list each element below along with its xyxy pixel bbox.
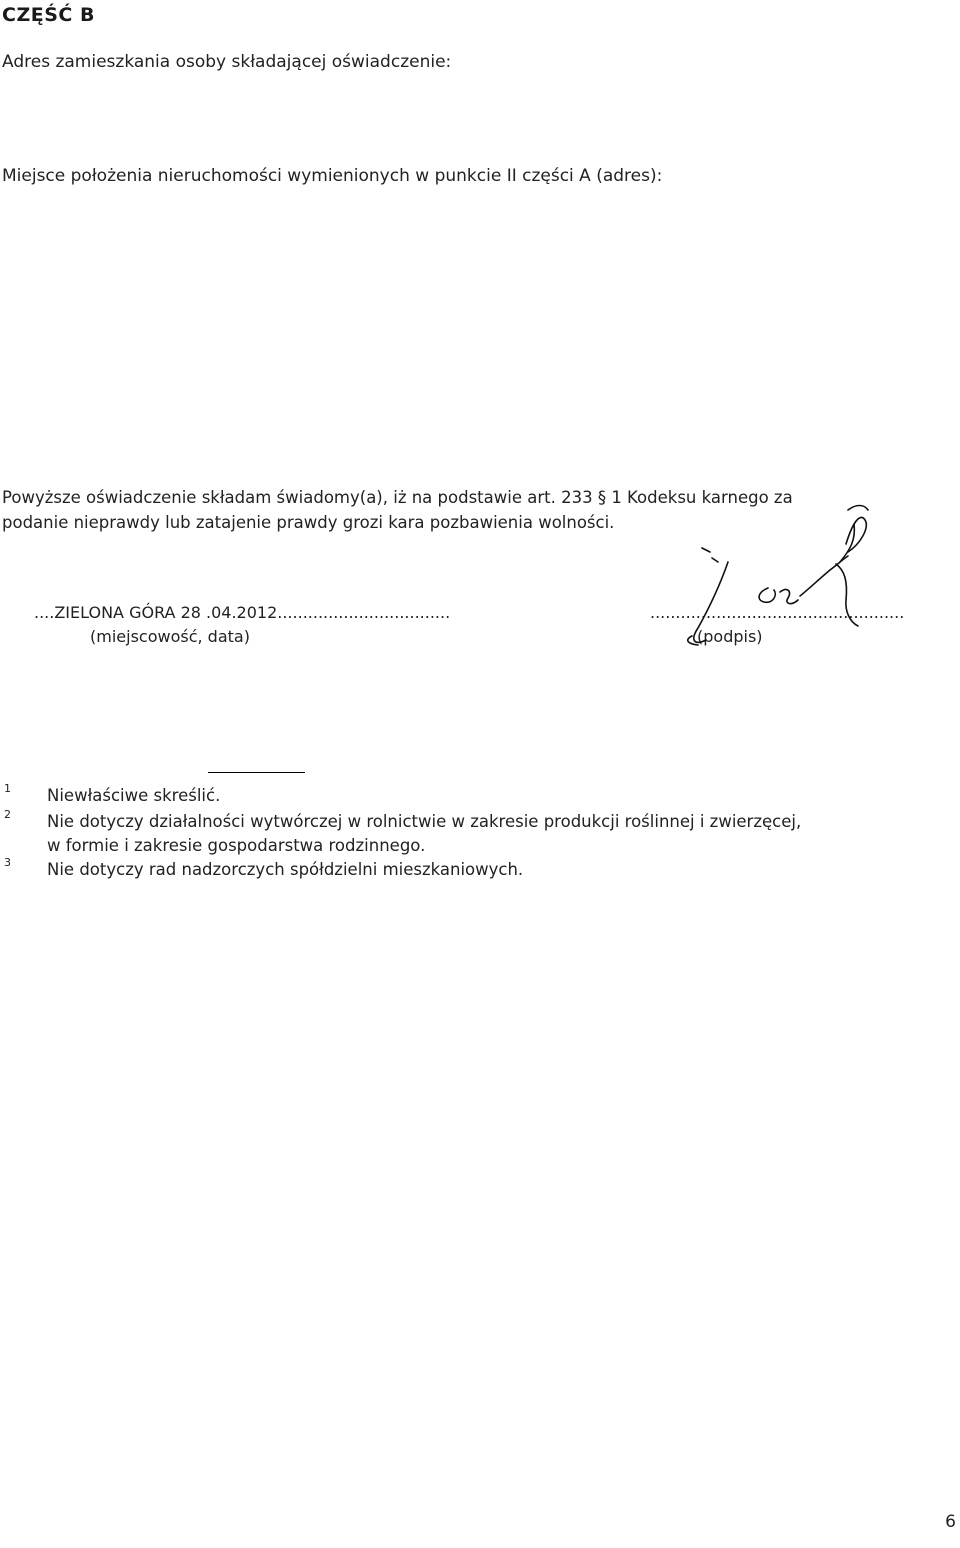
footnote-text: Niewłaściwe skreślić. (47, 786, 221, 805)
declaration-line-1: Powyższe oświadczenie składam świadomy(a), iż na podstawie art. 233 § 1 Kodeksu karnego za (2, 488, 793, 507)
handwritten-signature (660, 500, 900, 660)
place-date-caption: (miejscowość, data) (90, 627, 250, 646)
residence-address-label: Adres zamieszkania osoby składającej oświadczenie: (2, 52, 452, 72)
place-date-value: ....ZIELONA GÓRA 28 .04.2012.................................. (34, 603, 451, 622)
declaration-line-2: podanie nieprawdy lub zatajenie prawdy grozi kara pozbawienia wolności. (2, 513, 615, 532)
page-number: 6 (945, 1512, 956, 1532)
signature-caption: (podpis) (697, 627, 763, 646)
footnote-text: Nie dotyczy rad nadzorczych spółdzielni mieszkaniowych. (47, 860, 524, 879)
footnote-number: 2 (4, 808, 11, 821)
property-location-label: Miejsce położenia nieruchomości wymienionych w punkcie II części A (adres): (2, 166, 663, 186)
footnote-number: 3 (4, 856, 11, 869)
footnote-text-continued: w formie i zakresie gospodarstwa rodzinnego. (47, 836, 426, 855)
section-heading: CZĘŚĆ B (2, 4, 95, 26)
footnote-text: Nie dotyczy działalności wytwórczej w rolnictwie w zakresie produkcji roślinnej i zwierzęcej, (47, 812, 802, 831)
footnote-number: 1 (4, 782, 11, 795)
signature-dotted-line: .................................................. (650, 603, 905, 622)
footnote-separator (208, 772, 305, 773)
